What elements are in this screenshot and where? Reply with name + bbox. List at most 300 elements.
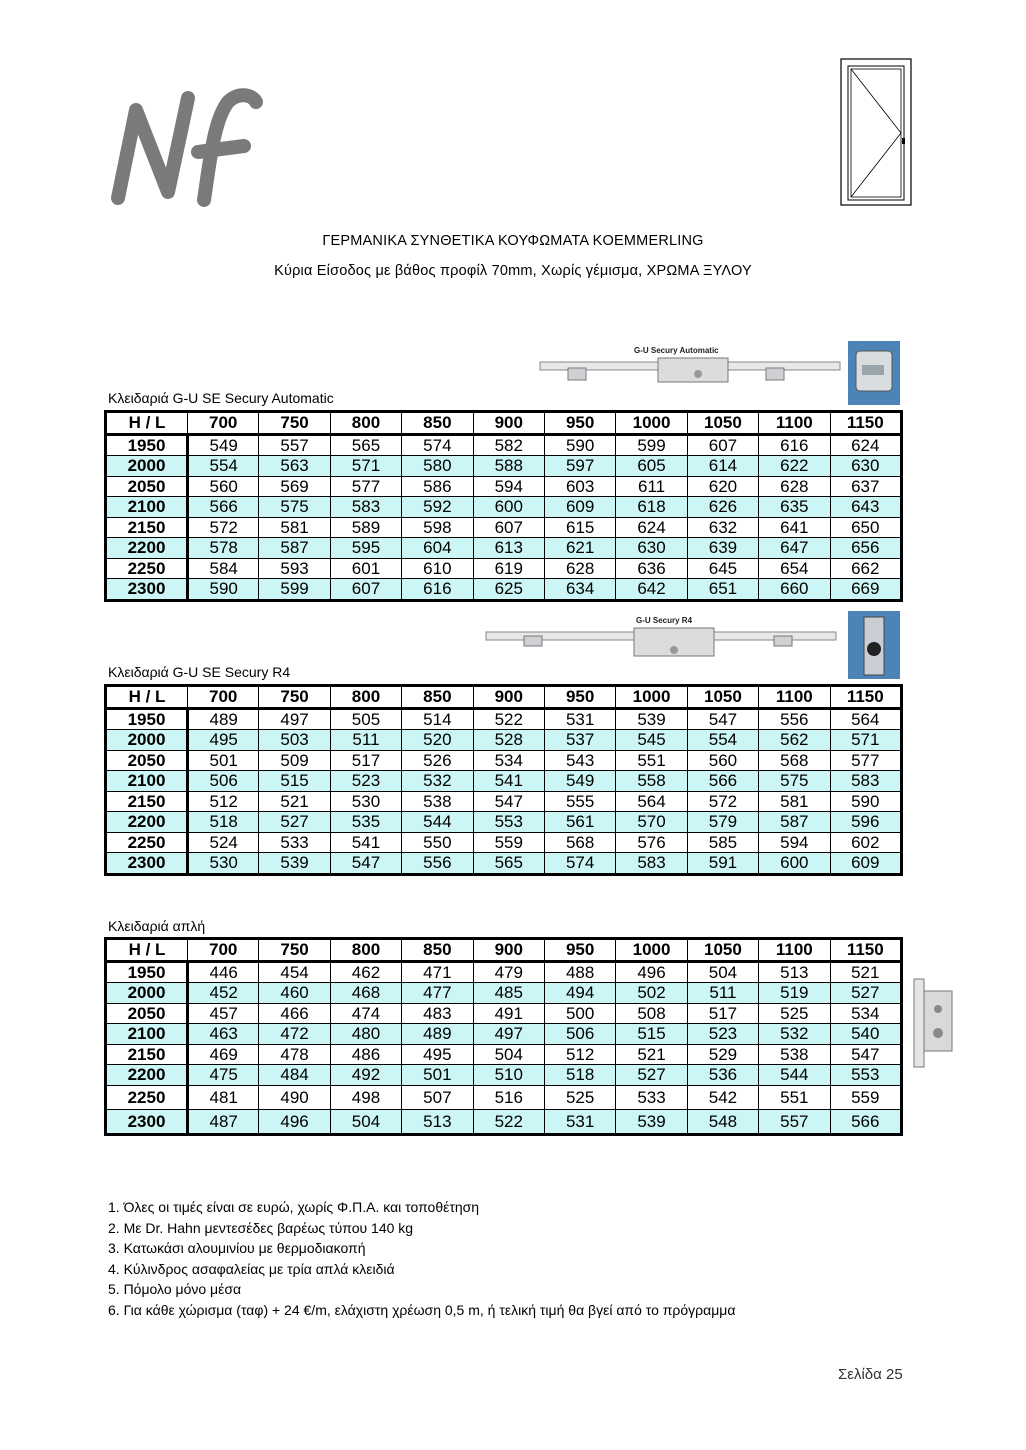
price-cell: 523 xyxy=(687,1024,758,1045)
header-width-cell: 1150 xyxy=(830,939,901,962)
header-width-cell: 850 xyxy=(402,686,473,709)
header-width-cell: 900 xyxy=(473,412,544,435)
table-header-row xyxy=(106,939,902,962)
price-cell: 600 xyxy=(759,853,830,875)
price-cell: 579 xyxy=(687,812,758,833)
price-cell: 572 xyxy=(687,791,758,812)
price-cell: 512 xyxy=(544,1044,615,1065)
price-cell: 533 xyxy=(259,832,330,853)
header-width-cell: 950 xyxy=(544,939,615,962)
price-cell: 574 xyxy=(544,853,615,875)
table-row xyxy=(106,961,902,983)
price-cell: 535 xyxy=(330,812,401,833)
price-cell: 610 xyxy=(402,558,473,579)
price-cell: 525 xyxy=(759,1003,830,1024)
table-row xyxy=(106,538,902,559)
price-cell: 498 xyxy=(330,1085,401,1109)
price-cell: 625 xyxy=(473,579,544,601)
price-cell: 592 xyxy=(402,497,473,518)
note-item: 4. Κύλινδρος ασαφαλείας με τρία απλά κλειδιά xyxy=(108,1260,395,1277)
price-cell: 539 xyxy=(259,853,330,875)
table-row xyxy=(106,497,902,518)
price-cell: 501 xyxy=(188,750,259,771)
price-cell: 626 xyxy=(687,497,758,518)
header-width-cell: 950 xyxy=(544,686,615,709)
price-cell: 496 xyxy=(259,1109,330,1134)
price-cell: 532 xyxy=(759,1024,830,1045)
price-cell: 587 xyxy=(759,812,830,833)
price-cell: 522 xyxy=(473,708,544,730)
price-cell: 507 xyxy=(402,1085,473,1109)
price-cell: 575 xyxy=(259,497,330,518)
price-cell: 497 xyxy=(473,1024,544,1045)
price-cell: 559 xyxy=(473,832,544,853)
price-cell: 600 xyxy=(473,497,544,518)
header-width-cell: 750 xyxy=(259,412,330,435)
price-cell: 492 xyxy=(330,1065,401,1086)
price-cell: 466 xyxy=(259,1003,330,1024)
price-cell: 569 xyxy=(259,476,330,497)
price-cell: 549 xyxy=(544,771,615,792)
image-caption: G-U Secury R4 xyxy=(636,616,693,625)
height-cell: 1950 xyxy=(106,708,188,730)
price-cell: 645 xyxy=(687,558,758,579)
height-cell: 2150 xyxy=(106,1044,188,1065)
header-width-cell: 1150 xyxy=(830,412,901,435)
price-cell: 462 xyxy=(330,961,401,983)
price-cell: 585 xyxy=(687,832,758,853)
price-cell: 536 xyxy=(687,1065,758,1086)
price-cell: 478 xyxy=(259,1044,330,1065)
height-cell: 2150 xyxy=(106,517,188,538)
price-cell: 522 xyxy=(473,1109,544,1134)
price-cell: 530 xyxy=(330,791,401,812)
price-cell: 513 xyxy=(759,961,830,983)
price-cell: 548 xyxy=(687,1109,758,1134)
price-cell: 500 xyxy=(544,1003,615,1024)
price-cell: 494 xyxy=(544,983,615,1004)
price-cell: 581 xyxy=(259,517,330,538)
price-cell: 564 xyxy=(830,708,901,730)
table-row xyxy=(106,983,902,1004)
header-width-cell: 1100 xyxy=(759,412,830,435)
price-cell: 669 xyxy=(830,579,901,601)
section-label-r4: Κλειδαριά G-U SE Secury R4 xyxy=(108,664,291,680)
price-cell: 557 xyxy=(259,434,330,456)
header-width-cell: 750 xyxy=(259,686,330,709)
table-row xyxy=(106,1085,902,1109)
price-cell: 519 xyxy=(759,983,830,1004)
price-cell: 506 xyxy=(188,771,259,792)
height-cell: 2250 xyxy=(106,558,188,579)
price-cell: 561 xyxy=(544,812,615,833)
notes-list xyxy=(108,1197,735,1320)
header-width-cell: 700 xyxy=(188,939,259,962)
price-cell: 564 xyxy=(616,791,687,812)
price-cell: 615 xyxy=(544,517,615,538)
price-cell: 474 xyxy=(330,1003,401,1024)
table-row xyxy=(106,812,902,833)
price-cell: 517 xyxy=(330,750,401,771)
table-row xyxy=(106,517,902,538)
page-number: Σελίδα 25 xyxy=(838,1366,903,1383)
price-cell: 497 xyxy=(259,708,330,730)
price-cell: 489 xyxy=(188,708,259,730)
price-cell: 598 xyxy=(402,517,473,538)
header-width-cell: 900 xyxy=(473,939,544,962)
simple-lock-photo xyxy=(912,975,956,1071)
price-cell: 501 xyxy=(402,1065,473,1086)
price-cell: 639 xyxy=(687,538,758,559)
price-cell: 540 xyxy=(830,1024,901,1045)
price-cell: 566 xyxy=(188,497,259,518)
price-cell: 605 xyxy=(616,456,687,477)
price-cell: 582 xyxy=(473,434,544,456)
price-cell: 539 xyxy=(616,1109,687,1134)
price-cell: 518 xyxy=(188,812,259,833)
price-cell: 565 xyxy=(330,434,401,456)
price-cell: 557 xyxy=(759,1109,830,1134)
height-cell: 2100 xyxy=(106,1024,188,1045)
price-cell: 477 xyxy=(402,983,473,1004)
table-row xyxy=(106,750,902,771)
table-row xyxy=(106,771,902,792)
price-cell: 534 xyxy=(473,750,544,771)
price-cell: 630 xyxy=(830,456,901,477)
price-cell: 521 xyxy=(830,961,901,983)
note-item: 6. Για κάθε χώρισμα (ταφ) + 24 €/m, ελάχιστη χρέωση 0,5 m, ή τελική τιμή θα βγεί από το πρόγραμμα xyxy=(108,1301,736,1318)
header-width-cell: 1000 xyxy=(616,939,687,962)
price-cell: 506 xyxy=(544,1024,615,1045)
price-cell: 504 xyxy=(330,1109,401,1134)
header-width-cell: 750 xyxy=(259,939,330,962)
price-cell: 613 xyxy=(473,538,544,559)
price-cell: 479 xyxy=(473,961,544,983)
door-diagram xyxy=(840,58,912,206)
price-cell: 662 xyxy=(830,558,901,579)
price-cell: 587 xyxy=(259,538,330,559)
price-cell: 544 xyxy=(402,812,473,833)
price-cell: 607 xyxy=(330,579,401,601)
price-cell: 577 xyxy=(830,750,901,771)
price-cell: 513 xyxy=(402,1109,473,1134)
price-cell: 521 xyxy=(616,1044,687,1065)
price-cell: 574 xyxy=(402,434,473,456)
price-cell: 588 xyxy=(473,456,544,477)
price-cell: 524 xyxy=(188,832,259,853)
table-row xyxy=(106,708,902,730)
price-cell: 446 xyxy=(188,961,259,983)
price-cell: 486 xyxy=(330,1044,401,1065)
height-cell: 2300 xyxy=(106,579,188,601)
header-width-cell: 950 xyxy=(544,412,615,435)
header-width-cell: 850 xyxy=(402,939,473,962)
height-cell: 2200 xyxy=(106,812,188,833)
header-width-cell: 700 xyxy=(188,412,259,435)
price-cell: 595 xyxy=(330,538,401,559)
price-cell: 516 xyxy=(473,1085,544,1109)
price-cell: 554 xyxy=(188,456,259,477)
price-cell: 602 xyxy=(830,832,901,853)
header-corner-cell: H / L xyxy=(106,686,188,709)
table-row xyxy=(106,1044,902,1065)
height-cell: 1950 xyxy=(106,434,188,456)
table-row xyxy=(106,1109,902,1134)
price-cell: 628 xyxy=(759,476,830,497)
price-cell: 576 xyxy=(616,832,687,853)
price-cell: 485 xyxy=(473,983,544,1004)
price-table-r4 xyxy=(104,684,903,876)
price-cell: 654 xyxy=(759,558,830,579)
price-cell: 593 xyxy=(259,558,330,579)
price-cell: 545 xyxy=(616,730,687,751)
price-cell: 543 xyxy=(544,750,615,771)
price-cell: 550 xyxy=(402,832,473,853)
price-cell: 523 xyxy=(330,771,401,792)
price-cell: 556 xyxy=(402,853,473,875)
price-cell: 616 xyxy=(759,434,830,456)
table-row xyxy=(106,476,902,497)
price-cell: 596 xyxy=(830,812,901,833)
price-cell: 647 xyxy=(759,538,830,559)
price-cell: 472 xyxy=(259,1024,330,1045)
price-cell: 635 xyxy=(759,497,830,518)
price-cell: 471 xyxy=(402,961,473,983)
price-cell: 547 xyxy=(687,708,758,730)
header-width-cell: 800 xyxy=(330,939,401,962)
price-cell: 555 xyxy=(544,791,615,812)
price-cell: 527 xyxy=(616,1065,687,1086)
price-cell: 505 xyxy=(330,708,401,730)
price-cell: 481 xyxy=(188,1085,259,1109)
price-cell: 527 xyxy=(830,983,901,1004)
height-cell: 2100 xyxy=(106,771,188,792)
price-cell: 604 xyxy=(402,538,473,559)
price-cell: 495 xyxy=(402,1044,473,1065)
note-item: 3. Κατωκάσι αλουμινίου με θερμοδιακοπή xyxy=(108,1240,366,1256)
price-cell: 624 xyxy=(616,517,687,538)
table-row xyxy=(106,730,902,751)
price-cell: 468 xyxy=(330,983,401,1004)
header-width-cell: 1050 xyxy=(687,412,758,435)
price-cell: 643 xyxy=(830,497,901,518)
price-cell: 511 xyxy=(687,983,758,1004)
price-cell: 642 xyxy=(616,579,687,601)
price-cell: 621 xyxy=(544,538,615,559)
height-cell: 1950 xyxy=(106,961,188,983)
price-cell: 490 xyxy=(259,1085,330,1109)
header-width-cell: 1100 xyxy=(759,686,830,709)
table-header-row xyxy=(106,412,902,435)
price-cell: 560 xyxy=(188,476,259,497)
price-cell: 508 xyxy=(616,1003,687,1024)
price-cell: 624 xyxy=(830,434,901,456)
price-cell: 609 xyxy=(544,497,615,518)
price-cell: 558 xyxy=(616,771,687,792)
price-cell: 589 xyxy=(330,517,401,538)
price-cell: 620 xyxy=(687,476,758,497)
price-cell: 454 xyxy=(259,961,330,983)
price-cell: 566 xyxy=(687,771,758,792)
header-width-cell: 1050 xyxy=(687,686,758,709)
price-cell: 616 xyxy=(402,579,473,601)
price-cell: 614 xyxy=(687,456,758,477)
height-cell: 2200 xyxy=(106,538,188,559)
price-cell: 583 xyxy=(830,771,901,792)
price-cell: 518 xyxy=(544,1065,615,1086)
header-width-cell: 800 xyxy=(330,412,401,435)
price-cell: 568 xyxy=(759,750,830,771)
price-cell: 594 xyxy=(759,832,830,853)
price-cell: 560 xyxy=(687,750,758,771)
note-item: 1. Όλες οι τιμές είναι σε ευρώ, χωρίς Φ.Π.Α. και τοποθέτηση xyxy=(108,1199,480,1215)
price-cell: 533 xyxy=(616,1085,687,1109)
height-cell: 2300 xyxy=(106,853,188,875)
price-cell: 603 xyxy=(544,476,615,497)
price-cell: 607 xyxy=(687,434,758,456)
price-cell: 571 xyxy=(830,730,901,751)
price-cell: 601 xyxy=(330,558,401,579)
price-cell: 502 xyxy=(616,983,687,1004)
price-cell: 521 xyxy=(259,791,330,812)
header-width-cell: 1000 xyxy=(616,412,687,435)
price-cell: 480 xyxy=(330,1024,401,1045)
header-width-cell: 900 xyxy=(473,686,544,709)
r4-lock-photo xyxy=(848,611,900,679)
price-cell: 515 xyxy=(616,1024,687,1045)
price-cell: 515 xyxy=(259,771,330,792)
price-cell: 580 xyxy=(402,456,473,477)
price-cell: 509 xyxy=(259,750,330,771)
price-cell: 590 xyxy=(544,434,615,456)
height-cell: 2000 xyxy=(106,456,188,477)
table-row xyxy=(106,791,902,812)
header-width-cell: 1100 xyxy=(759,939,830,962)
height-cell: 2050 xyxy=(106,750,188,771)
height-cell: 2000 xyxy=(106,730,188,751)
price-cell: 562 xyxy=(759,730,830,751)
price-cell: 563 xyxy=(259,456,330,477)
price-cell: 591 xyxy=(687,853,758,875)
image-caption: G-U Secury Automatic xyxy=(634,346,719,355)
page-title: ΓΕΡΜΑΝΙΚΑ ΣΥΝΘΕΤΙΚΑ ΚΟΥΦΩΜΑΤΑ KOEMMERLING xyxy=(322,233,704,249)
price-cell: 457 xyxy=(188,1003,259,1024)
price-table-automatic xyxy=(104,410,903,602)
price-cell: 517 xyxy=(687,1003,758,1024)
height-cell: 2000 xyxy=(106,983,188,1004)
price-cell: 618 xyxy=(616,497,687,518)
price-cell: 551 xyxy=(616,750,687,771)
price-cell: 575 xyxy=(759,771,830,792)
price-cell: 634 xyxy=(544,579,615,601)
price-cell: 469 xyxy=(188,1044,259,1065)
price-cell: 577 xyxy=(330,476,401,497)
price-cell: 534 xyxy=(830,1003,901,1024)
price-cell: 572 xyxy=(188,517,259,538)
price-cell: 487 xyxy=(188,1109,259,1134)
price-cell: 531 xyxy=(544,708,615,730)
secury-r4-lock-image xyxy=(484,612,840,672)
table-row xyxy=(106,1003,902,1024)
price-cell: 660 xyxy=(759,579,830,601)
table-row xyxy=(106,1065,902,1086)
secury-automatic-lock-image xyxy=(538,340,844,386)
header-width-cell: 850 xyxy=(402,412,473,435)
header-width-cell: 700 xyxy=(188,686,259,709)
price-cell: 636 xyxy=(616,558,687,579)
price-cell: 541 xyxy=(473,771,544,792)
price-cell: 553 xyxy=(830,1065,901,1086)
price-cell: 525 xyxy=(544,1085,615,1109)
price-cell: 484 xyxy=(259,1065,330,1086)
price-cell: 650 xyxy=(830,517,901,538)
price-cell: 597 xyxy=(544,456,615,477)
nf-logo xyxy=(106,80,266,215)
price-cell: 542 xyxy=(687,1085,758,1109)
price-cell: 641 xyxy=(759,517,830,538)
table-row xyxy=(106,456,902,477)
price-cell: 619 xyxy=(473,558,544,579)
price-cell: 578 xyxy=(188,538,259,559)
price-cell: 520 xyxy=(402,730,473,751)
price-cell: 584 xyxy=(188,558,259,579)
price-cell: 637 xyxy=(830,476,901,497)
table-header-row xyxy=(106,686,902,709)
price-cell: 551 xyxy=(759,1085,830,1109)
price-cell: 504 xyxy=(687,961,758,983)
price-cell: 495 xyxy=(188,730,259,751)
price-cell: 547 xyxy=(330,853,401,875)
height-cell: 2250 xyxy=(106,832,188,853)
price-cell: 537 xyxy=(544,730,615,751)
price-cell: 599 xyxy=(616,434,687,456)
height-cell: 2050 xyxy=(106,476,188,497)
price-cell: 529 xyxy=(687,1044,758,1065)
price-cell: 526 xyxy=(402,750,473,771)
price-cell: 565 xyxy=(473,853,544,875)
price-cell: 511 xyxy=(330,730,401,751)
price-cell: 483 xyxy=(402,1003,473,1024)
price-cell: 630 xyxy=(616,538,687,559)
price-cell: 607 xyxy=(473,517,544,538)
price-cell: 594 xyxy=(473,476,544,497)
price-cell: 556 xyxy=(759,708,830,730)
price-cell: 611 xyxy=(616,476,687,497)
height-cell: 2100 xyxy=(106,497,188,518)
price-cell: 528 xyxy=(473,730,544,751)
price-cell: 527 xyxy=(259,812,330,833)
automatic-lock-photo xyxy=(848,341,900,405)
price-cell: 571 xyxy=(330,456,401,477)
note-item: 2. Με Dr. Hahn μεντεσέδες βαρέως τύπου 140 kg xyxy=(108,1219,414,1236)
price-cell: 532 xyxy=(402,771,473,792)
price-cell: 570 xyxy=(616,812,687,833)
price-cell: 510 xyxy=(473,1065,544,1086)
price-cell: 609 xyxy=(830,853,901,875)
height-cell: 2300 xyxy=(106,1109,188,1134)
table-row xyxy=(106,853,902,875)
price-cell: 547 xyxy=(830,1044,901,1065)
price-cell: 554 xyxy=(687,730,758,751)
table-row xyxy=(106,1024,902,1045)
price-cell: 566 xyxy=(830,1109,901,1134)
price-cell: 463 xyxy=(188,1024,259,1045)
height-cell: 2150 xyxy=(106,791,188,812)
price-cell: 488 xyxy=(544,961,615,983)
header-corner-cell: H / L xyxy=(106,412,188,435)
price-cell: 583 xyxy=(616,853,687,875)
price-cell: 503 xyxy=(259,730,330,751)
